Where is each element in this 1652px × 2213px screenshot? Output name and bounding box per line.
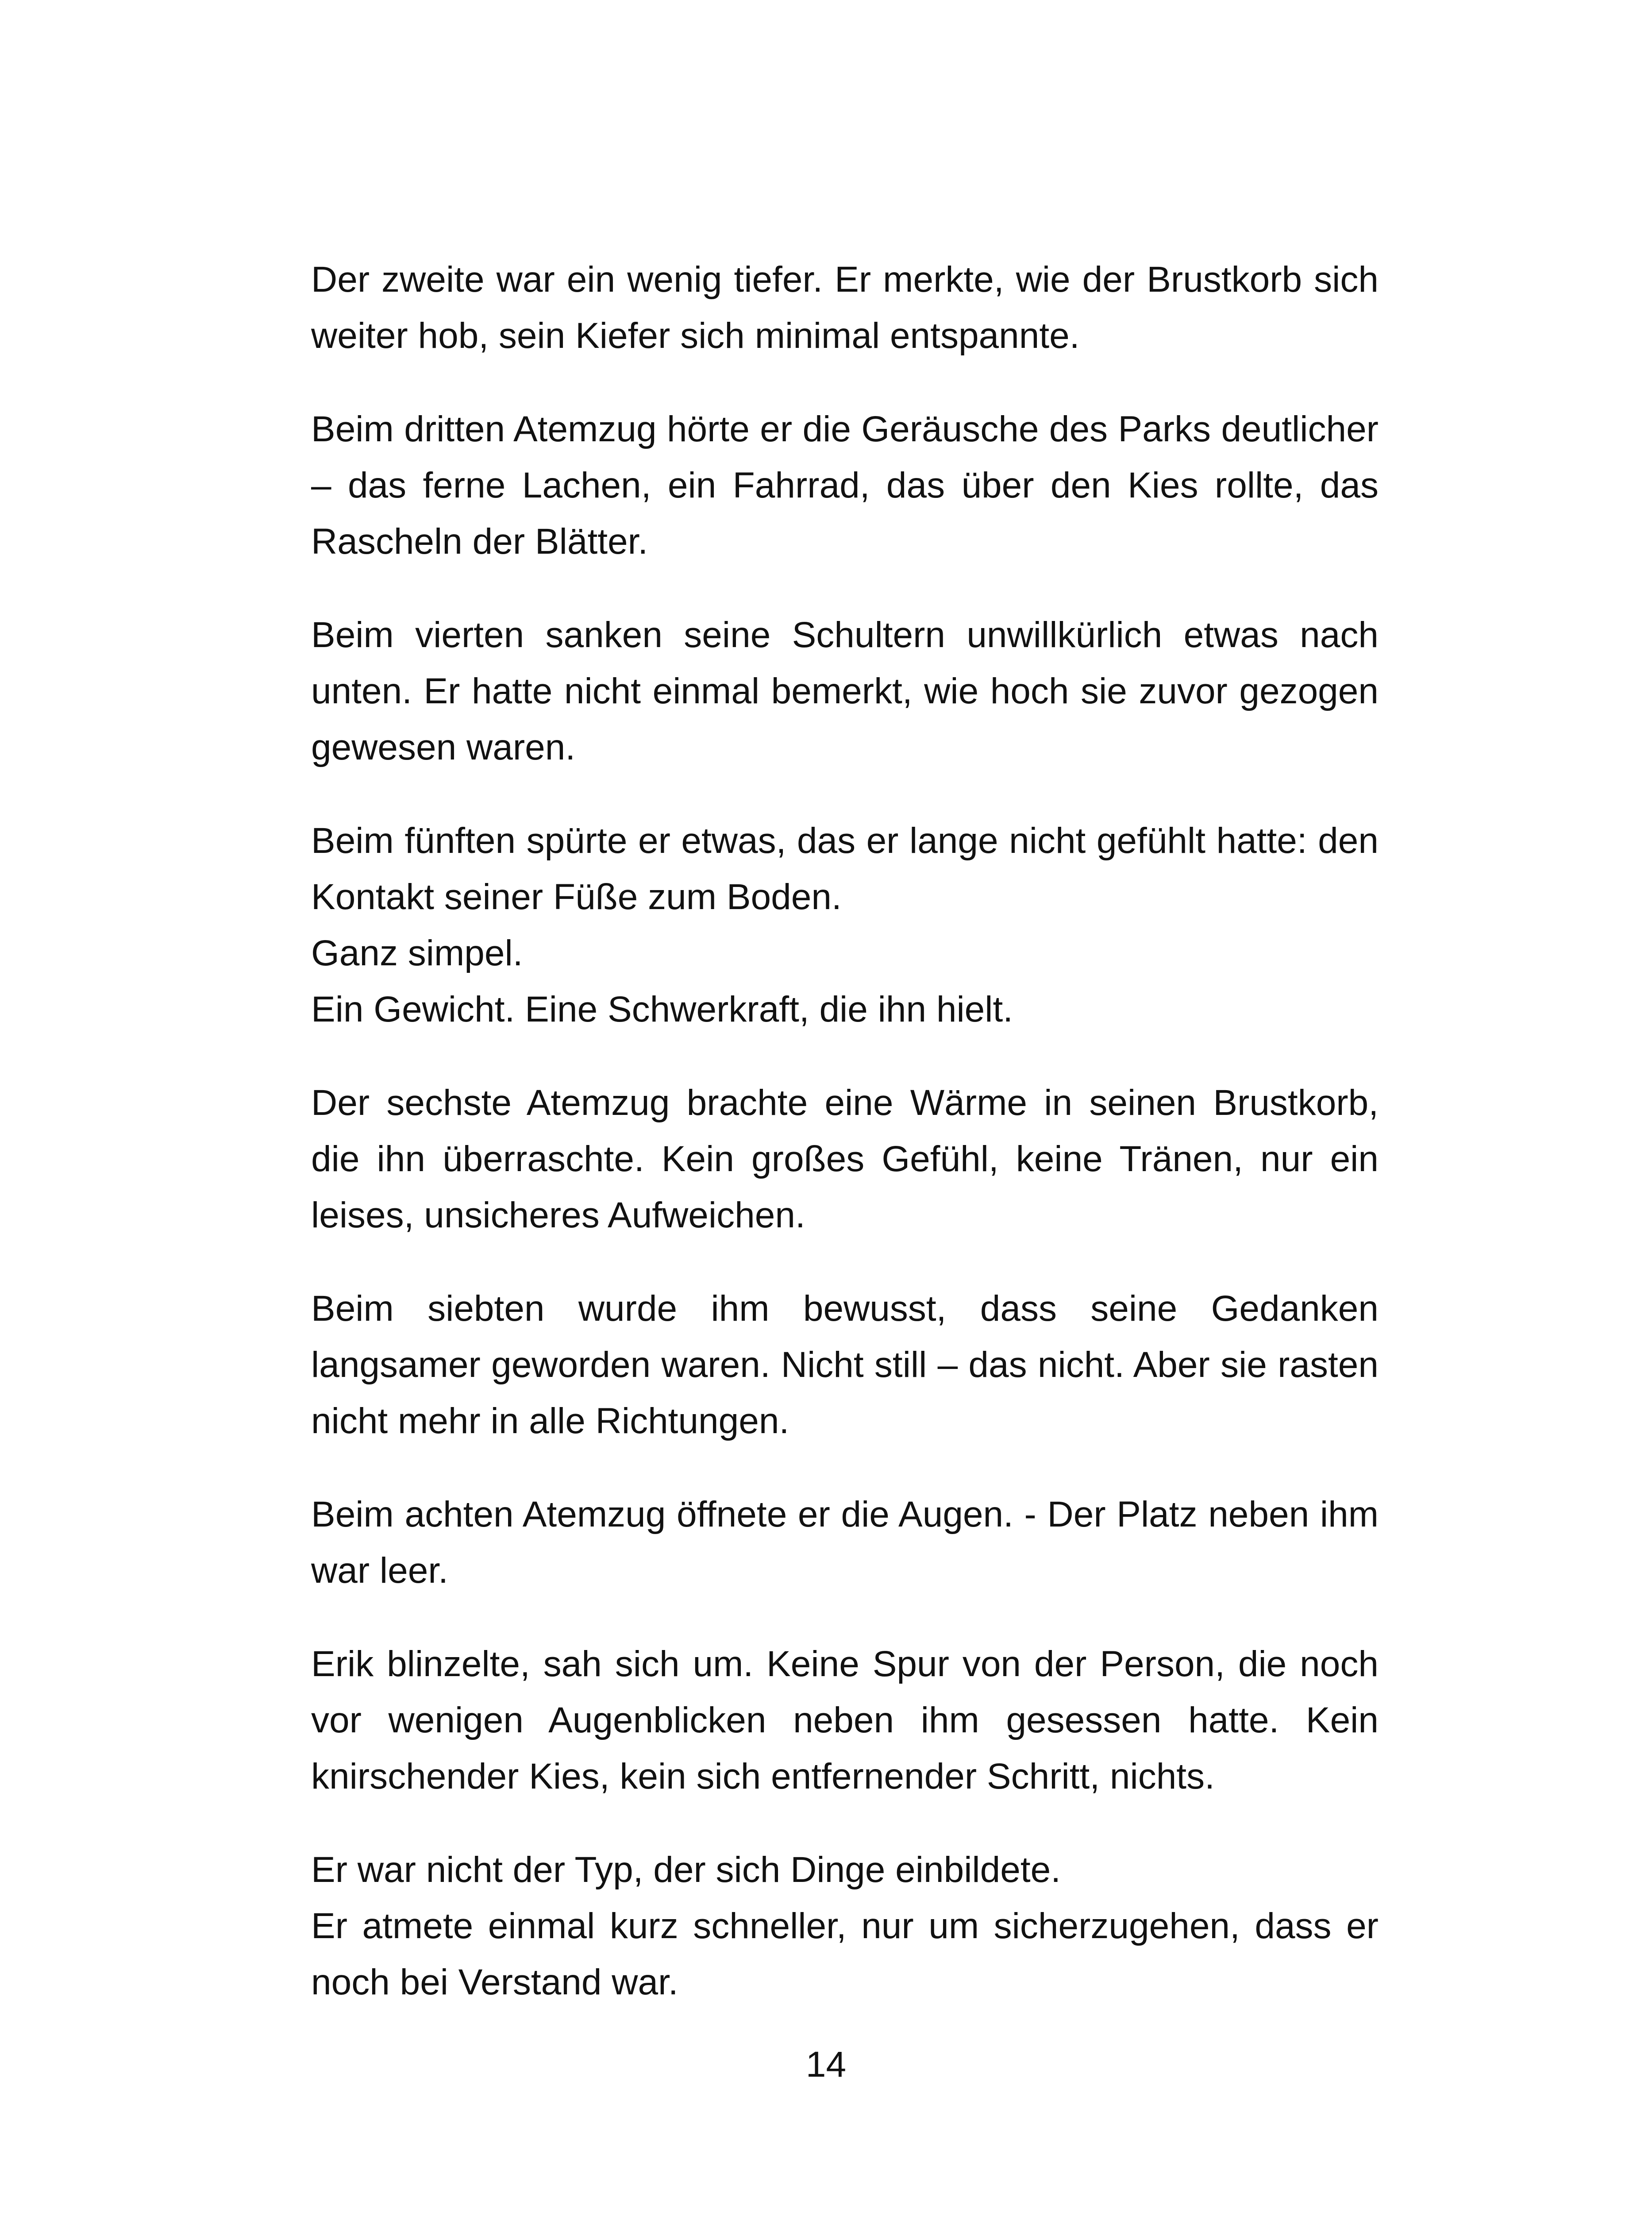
body-text (311, 251, 1379, 2047)
paragraph-line: Der sechste Atemzug brachte eine Wärme in seinen Brustkorb, die ihn überraschte. Kein großes Gefühl, keine Tränen, nur ein leises, unsicheres Aufweichen. (311, 1083, 1379, 1235)
paragraph-7 (311, 1486, 1379, 1599)
paragraph-1 (311, 251, 1379, 364)
paragraph-4 (311, 813, 1379, 1037)
paragraph-line: Ein Gewicht. Eine Schwerkraft, die ihn hielt. (311, 989, 1013, 1029)
page-number: 14 (805, 2044, 847, 2085)
paragraph-line: Erik blinzelte, sah sich um. Keine Spur von der Person, die noch vor wenigen Augenblicken neben ihm gesessen hatte. Kein knirschender Kies, kein sich entfernender Schritt, nichts. (311, 1644, 1379, 1797)
paragraph-line: Beim fünften spürte er etwas, das er lange nicht gefühlt hatte: den Kontakt seiner Füße zum Boden. (311, 821, 1379, 917)
paragraph-3 (311, 607, 1379, 775)
paragraph-line: Beim siebten wurde ihm bewusst, dass seine Gedanken langsamer geworden waren. Nicht still – das nicht. Aber sie rasten nicht mehr in alle Richtungen. (311, 1288, 1379, 1441)
paragraph-line: Beim achten Atemzug öffnete er die Augen. - Der Platz neben ihm war leer. (311, 1494, 1379, 1591)
paragraph-8 (311, 1636, 1379, 1804)
paragraph-9 (311, 1842, 1379, 2010)
paragraph-line: Er atmete einmal kurz schneller, nur um sicherzugehen, dass er noch bei Verstand war. (311, 1906, 1379, 2002)
paragraph-line: Ganz simpel. (311, 933, 523, 973)
paragraph-6 (311, 1280, 1379, 1449)
paragraph-line: Der zweite war ein wenig tiefer. Er merkte, wie der Brustkorb sich weiter hob, sein Kiefer sich minimal entspannte. (311, 259, 1379, 356)
paragraph-line: Er war nicht der Typ, der sich Dinge einbildete. (311, 1850, 1061, 1890)
paragraph-2 (311, 401, 1379, 570)
paragraph-line: Beim dritten Atemzug hörte er die Geräusche des Parks deutlicher – das ferne Lachen, ein Fahrrad, das über den Kies rollte, das Rascheln der Blätter. (311, 409, 1379, 562)
paragraph-line: Beim vierten sanken seine Schultern unwillkürlich etwas nach unten. Er hatte nicht einmal bemerkt, wie hoch sie zuvor gezogen gewesen waren. (311, 615, 1379, 767)
paragraph-5 (311, 1075, 1379, 1243)
